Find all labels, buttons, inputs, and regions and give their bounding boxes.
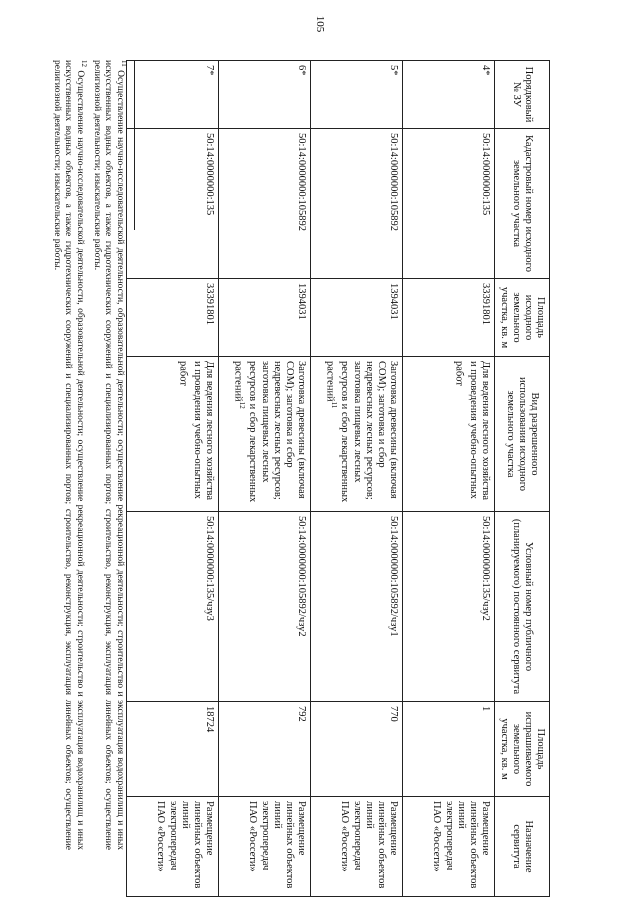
table-cell-purpose bbox=[126, 797, 218, 897]
cell-text: Заготовка древесины (включая СОМ); заготовка и сбор недревесных лесных ресурсов; заготовка пищевых лесных ресурсов и сбор лекарственных растений bbox=[324, 361, 399, 503]
header-cell: Порядковый № ЗУ bbox=[494, 61, 549, 129]
cell-text: 50:14:0000000:105892/чзу1 bbox=[387, 516, 399, 637]
header-cell: Кадастровый номер исходного земельного участка bbox=[494, 129, 549, 279]
cell-text: 4* bbox=[479, 65, 491, 76]
cell-text: 50:14:0000000:105892 bbox=[295, 133, 307, 232]
table-cell-purpose bbox=[218, 797, 310, 897]
footnote-divider bbox=[134, 60, 135, 230]
table-cell-req-area bbox=[310, 702, 402, 797]
cell-text: 1394031 bbox=[387, 283, 399, 320]
header-cell: Вид разрешенного использования исходного земельного участка bbox=[494, 357, 549, 512]
cell-text: 33391801 bbox=[203, 283, 215, 325]
table-cell-area bbox=[126, 279, 218, 357]
cell-text: Размещение линейных объектов линий электропередач ПАО «Россети» bbox=[339, 801, 399, 889]
table-row bbox=[218, 61, 310, 897]
footnote-mark: 11 bbox=[120, 60, 128, 67]
table-cell-servitude bbox=[310, 512, 402, 702]
table-cell-area bbox=[402, 279, 494, 357]
cell-text: 50:14:0000000:135 bbox=[203, 133, 215, 216]
cell-text: Размещение линейных объектов линий электропередач ПАО «Россети» bbox=[247, 801, 307, 889]
cell-text: Для ведения лесного хозяйства и проведения учебно-опытных работ bbox=[453, 361, 491, 501]
table-row bbox=[310, 61, 402, 897]
table-cell-area bbox=[218, 279, 310, 357]
table-cell-use bbox=[218, 357, 310, 512]
footnotes bbox=[48, 60, 135, 850]
cell-text: 792 bbox=[295, 706, 307, 722]
table-row bbox=[402, 61, 494, 897]
table-cell-num bbox=[310, 61, 402, 129]
header-cell: Площадь испрашиваемого земельного участка, кв. м bbox=[494, 702, 549, 797]
table-cell-servitude bbox=[126, 512, 218, 702]
cell-text: 50:14:0000000:105892 bbox=[387, 133, 399, 232]
header-cell: Площадь исходного земельного участка, кв. м bbox=[494, 279, 549, 357]
table-cell-cadastral bbox=[310, 129, 402, 279]
footnote-text: Осуществление научно-исследовательской деятельности, образовательной деятельности; осуществление рекреационной деятельности; строительство и эксплуатация водохранилищ и иных искусственных водных объектов, а также гидротехнических сооружений и специализированных портов; строительство, реконструкция, эксплуатация линейных объектов; осуществление религиозной деятельности; изыскательские работы. bbox=[91, 60, 125, 850]
cell-text: 770 bbox=[387, 706, 399, 722]
table-cell-num bbox=[218, 61, 310, 129]
header-cell: Условный номер публичного (планируемого) постоянного сервитута bbox=[494, 512, 549, 702]
footnote-ref: 12 bbox=[238, 401, 247, 409]
footnote-ref: 11 bbox=[330, 401, 339, 409]
table-cell-cadastral bbox=[126, 129, 218, 279]
table-header-row bbox=[494, 61, 549, 897]
footnote-text: Осуществление научно-исследовательской деятельности, образовательной деятельности; осуществление рекреационной деятельности; строительство и эксплуатация водохранилищ и иных искусственных водных объектов, а также гидротехнических сооружений и специализированных портов; строительство, реконструкция, эксплуатация линейных объектов; осуществление религиозной деятельности; изыскательские работы. bbox=[51, 60, 85, 851]
cell-text: 18724 bbox=[203, 706, 215, 733]
cell-text: 7* bbox=[203, 65, 215, 76]
footnote bbox=[90, 60, 128, 850]
table-cell-servitude bbox=[402, 512, 494, 702]
table-cell-req-area bbox=[126, 702, 218, 797]
table-cell-num bbox=[402, 61, 494, 129]
cell-text: Размещение линейных объектов линий электропередач ПАО «Россети» bbox=[155, 801, 215, 889]
table-cell-num bbox=[126, 61, 218, 129]
table-cell-purpose bbox=[310, 797, 402, 897]
table-row bbox=[126, 61, 218, 897]
table-cell-req-area bbox=[402, 702, 494, 797]
table-cell-purpose bbox=[402, 797, 494, 897]
cell-text: 1394031 bbox=[295, 283, 307, 320]
servitude-table bbox=[126, 60, 550, 897]
table-cell-req-area bbox=[218, 702, 310, 797]
cell-text: 50:14:0000000:105892/чзу2 bbox=[295, 516, 307, 637]
cell-text: 6* bbox=[295, 65, 307, 76]
table-cell-use bbox=[402, 357, 494, 512]
footnote bbox=[50, 60, 88, 850]
cell-text: 33391801 bbox=[479, 283, 491, 325]
cell-text: 1 bbox=[479, 706, 491, 712]
table-cell-cadastral bbox=[402, 129, 494, 279]
cell-text: Заготовка древесины (включая СОМ); заготовка и сбор недревесных лесных ресурсов; заготовка пищевых лесных ресурсов и сбор лекарственных растений bbox=[232, 361, 307, 503]
table-cell-use bbox=[310, 357, 402, 512]
cell-text: 50:14:0000000:135 bbox=[479, 133, 491, 216]
table-cell-cadastral bbox=[218, 129, 310, 279]
cell-text: Для ведения лесного хозяйства и проведения учебно-опытных работ bbox=[177, 361, 215, 501]
cell-text: 50:14:0000000:135/чзу3 bbox=[203, 516, 215, 621]
table-cell-use bbox=[126, 357, 218, 512]
page-number: 105 bbox=[314, 15, 326, 33]
table-cell-servitude bbox=[218, 512, 310, 702]
table-cell-area bbox=[310, 279, 402, 357]
footnote-mark: 12 bbox=[80, 60, 89, 67]
header-cell: Назначение сервитута bbox=[494, 797, 549, 897]
cell-text: 50:14:0000000:135/чзу2 bbox=[479, 516, 491, 621]
cell-text: 5* bbox=[387, 65, 399, 76]
cell-text: Размещение линейных объектов линий электропередач ПАО «Россети» bbox=[431, 801, 491, 889]
